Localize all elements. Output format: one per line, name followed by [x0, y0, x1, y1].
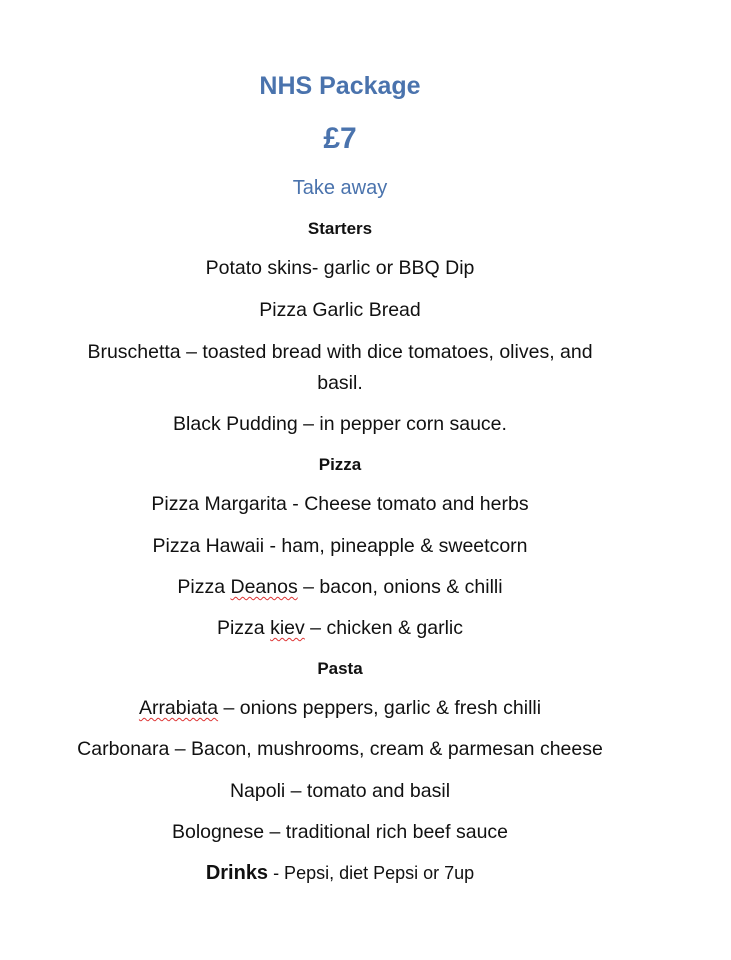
package-price: £7: [323, 122, 357, 155]
pizza-item-suffix: – bacon, onions & chilli: [297, 576, 503, 598]
pizza-item: Pizza Hawaii - ham, pineapple & sweetcorn: [152, 535, 528, 557]
starter-item-continued: basil.: [317, 372, 363, 394]
drinks-label: Drinks: [205, 862, 269, 884]
pizza-item-prefix: Pizza: [177, 576, 231, 598]
starter-item: Black Pudding – in pepper corn sauce.: [173, 413, 507, 435]
pasta-item-suffix: – onions peppers, garlic & fresh chilli: [218, 697, 542, 719]
drinks-line: [0, 862, 680, 885]
pizza-item: Pizza Margarita - Cheese tomato and herbs: [151, 493, 529, 515]
section-heading-pasta: Pasta: [317, 659, 363, 678]
pizza-item: [0, 617, 680, 640]
pizza-item-prefix: Pizza: [216, 617, 271, 639]
section-heading-starters: Starters: [307, 219, 373, 238]
pasta-item: Bolognese – traditional rich beef sauce: [171, 821, 509, 843]
pasta-item: Napoli – tomato and basil: [229, 780, 451, 802]
section-heading-pizza: Pizza: [318, 455, 362, 474]
page-subtitle: Take away: [292, 177, 388, 199]
pasta-item: Carbonara – Bacon, mushrooms, cream & parmesan cheese: [77, 738, 603, 760]
spellcheck-flagged-word: kiev: [270, 617, 305, 639]
pasta-item: [0, 697, 680, 720]
pizza-item: [0, 576, 680, 599]
drinks-items: - Pepsi, diet Pepsi or 7up: [268, 863, 475, 883]
starter-item: Potato skins- garlic or BBQ Dip: [205, 257, 475, 279]
spellcheck-flagged-word: Deanos: [230, 576, 298, 598]
starter-item: Bruschetta – toasted bread with dice tomatoes, olives, and: [87, 341, 593, 363]
starter-item: Pizza Garlic Bread: [259, 299, 421, 321]
spellcheck-flagged-word: Arrabiata: [138, 697, 219, 719]
page-title: NHS Package: [259, 72, 421, 100]
pizza-item-suffix: – chicken & garlic: [304, 617, 464, 639]
